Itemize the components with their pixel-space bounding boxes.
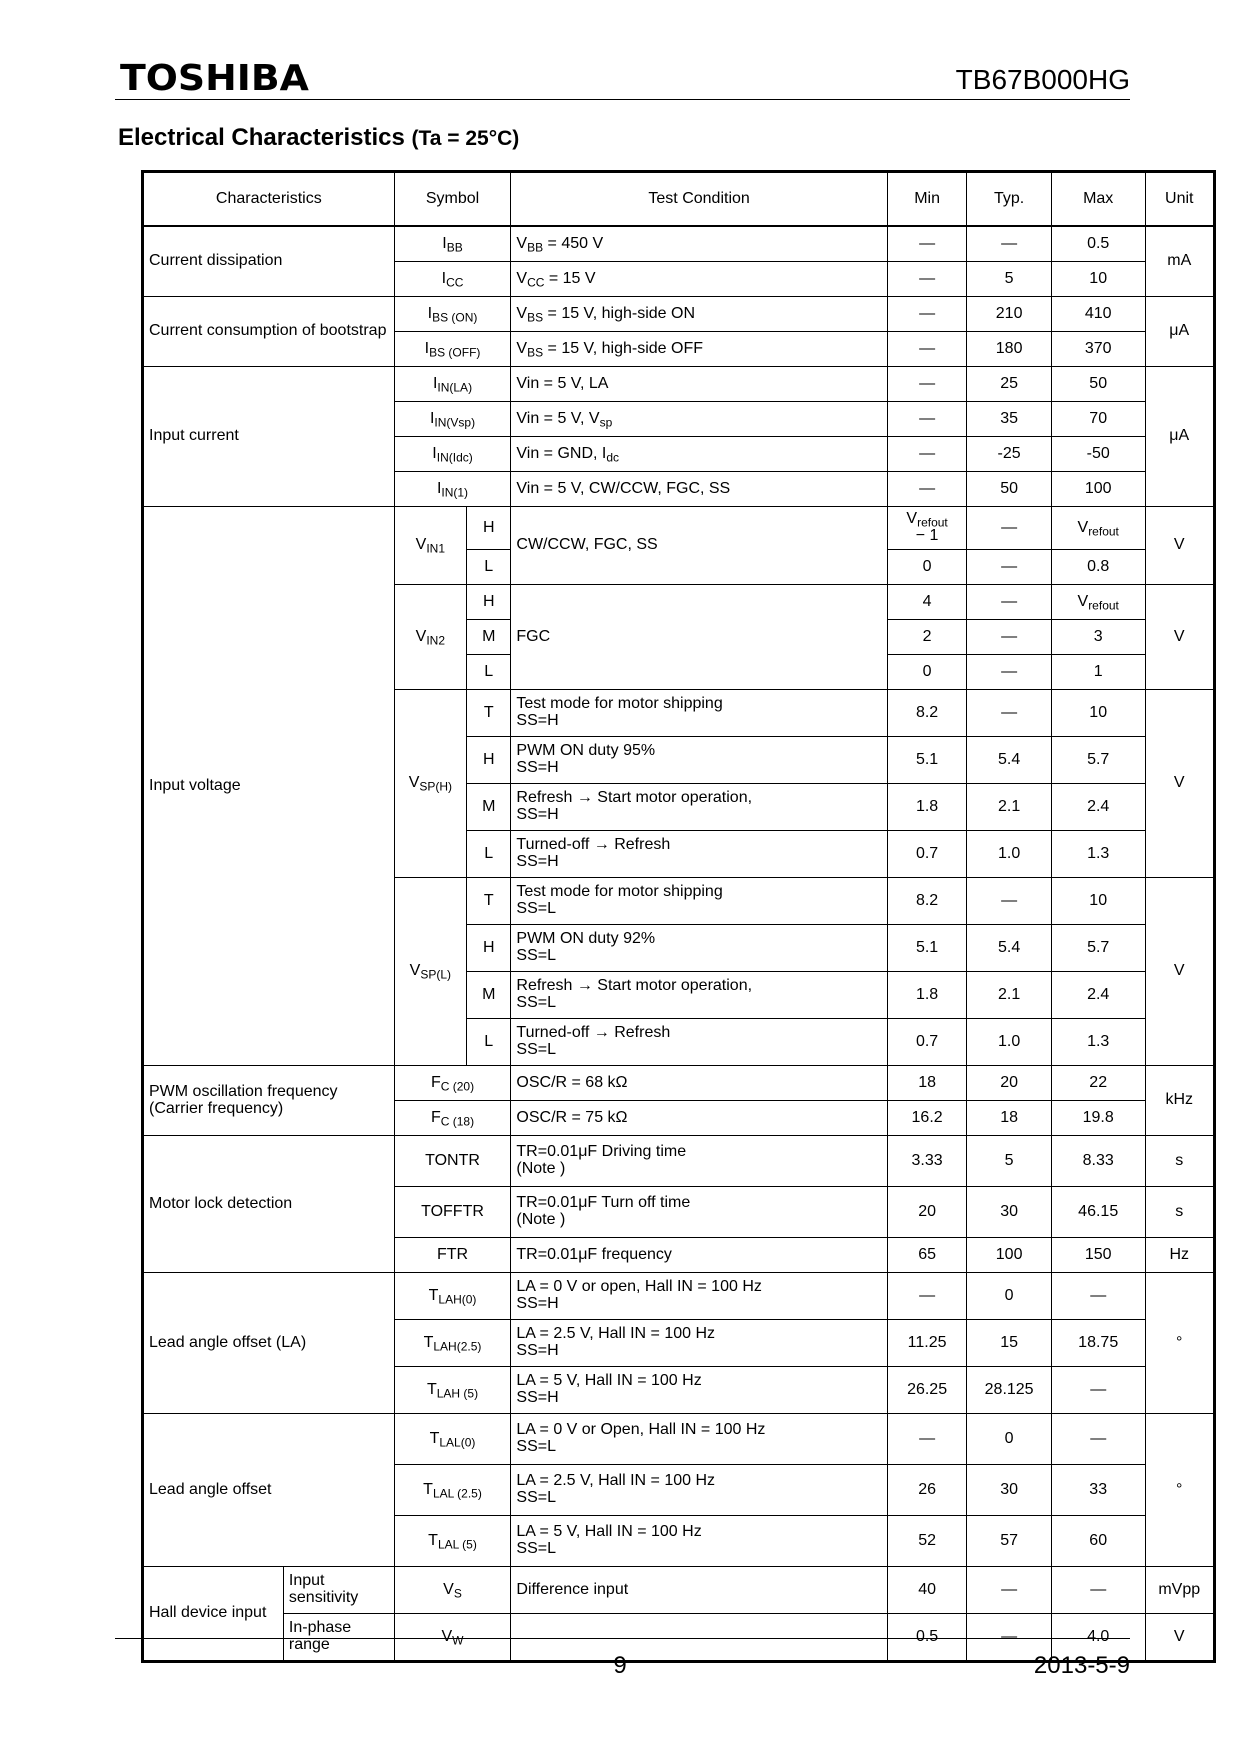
- footer-rule: [115, 1638, 1130, 1639]
- unit: V: [1145, 1614, 1215, 1662]
- header-unit: Unit: [1145, 172, 1215, 227]
- typ-value: 30: [967, 1187, 1052, 1238]
- typ-value: 5.4: [967, 737, 1052, 784]
- typ-value: 2.1: [967, 972, 1052, 1019]
- unit: μA: [1145, 367, 1215, 507]
- unit: °: [1145, 1414, 1215, 1567]
- level: T: [467, 878, 511, 925]
- characteristic-name: Lead angle offset (LA): [143, 1273, 395, 1414]
- typ-value: —: [967, 690, 1052, 737]
- max-value: 410: [1051, 297, 1145, 332]
- section-condition: (Ta = 25°C): [411, 127, 520, 150]
- max-value: 19.8: [1051, 1101, 1145, 1136]
- max-value: 5.7: [1051, 925, 1145, 972]
- symbol: TONTR: [394, 1136, 511, 1187]
- typ-value: —: [967, 655, 1052, 690]
- test-condition: TR=0.01μF Turn off time (Note ): [511, 1187, 887, 1238]
- typ-value: 0: [967, 1414, 1052, 1465]
- level: H: [467, 737, 511, 784]
- symbol: $T_{LAL(0)}$: [394, 1414, 511, 1465]
- typ-value: 180: [967, 332, 1052, 367]
- header-symbol: Symbol: [394, 172, 511, 227]
- test-condition: LA = 0 V or Open, Hall IN = 100 Hz SS=L: [511, 1414, 887, 1465]
- min-value: 5.1: [887, 737, 967, 784]
- max-value: 8.33: [1051, 1136, 1145, 1187]
- max-value: 1: [1051, 655, 1145, 690]
- level: L: [467, 550, 511, 585]
- max-value: 10: [1051, 262, 1145, 297]
- unit: Hz: [1145, 1238, 1215, 1273]
- symbol: TOFFTR: [394, 1187, 511, 1238]
- characteristic-name: Motor lock detection: [143, 1136, 395, 1273]
- typ-value: 100: [967, 1238, 1052, 1273]
- typ-value: —: [967, 550, 1052, 585]
- symbol: $T_{LAH (5)}$: [394, 1367, 511, 1414]
- max-value: 370: [1051, 332, 1145, 367]
- page-number: 9: [613, 1652, 627, 1679]
- level: H: [467, 507, 511, 550]
- test-condition: PWM ON duty 92% SS=L: [511, 925, 887, 972]
- table-row: [143, 1136, 1215, 1187]
- table-row: [143, 507, 1215, 550]
- min-value: —: [887, 402, 967, 437]
- max-value: 150: [1051, 1238, 1145, 1273]
- max-value: 70: [1051, 402, 1145, 437]
- unit: kHz: [1145, 1066, 1215, 1136]
- typ-value: 0: [967, 1273, 1052, 1320]
- unit: V: [1145, 507, 1215, 585]
- typ-value: 18: [967, 1101, 1052, 1136]
- test-condition: Test mode for motor shipping SS=H: [511, 690, 887, 737]
- characteristic-name: Input current: [143, 367, 395, 507]
- symbol: $T_{LAH(2.5)}$: [394, 1320, 511, 1367]
- symbol: $T_{LAL (2.5)}$: [394, 1465, 511, 1516]
- min-value: 18: [887, 1066, 967, 1101]
- min-value: 65: [887, 1238, 967, 1273]
- electrical-characteristics-table: [141, 170, 1216, 1663]
- min-value: 16.2: [887, 1101, 967, 1136]
- symbol: $I_{IN(1)}$: [394, 472, 511, 507]
- table-row: [143, 367, 1215, 402]
- symbol: $I_{IN(LA)}$: [394, 367, 511, 402]
- test-condition: LA = 5 V, Hall IN = 100 Hz SS=L: [511, 1516, 887, 1567]
- parameter-name: Input sensitivity: [283, 1567, 394, 1614]
- test-condition: LA = 0 V or open, Hall IN = 100 Hz SS=H: [511, 1273, 887, 1320]
- max-value: 0.8: [1051, 550, 1145, 585]
- characteristic-name: Input voltage: [143, 507, 395, 1066]
- test-condition: LA = 2.5 V, Hall IN = 100 Hz SS=L: [511, 1465, 887, 1516]
- test-condition: Vin = 5 V, $V_{sp}$: [511, 402, 887, 437]
- min-value: 40: [887, 1567, 967, 1614]
- min-value: 52: [887, 1516, 967, 1567]
- header-characteristics: Characteristics: [143, 172, 395, 227]
- min-value: 0: [887, 550, 967, 585]
- unit: μA: [1145, 297, 1215, 367]
- max-value: 1.3: [1051, 831, 1145, 878]
- characteristic-name: Hall device input: [143, 1567, 284, 1662]
- symbol: $I_{BB}$: [394, 226, 511, 262]
- typ-value: -25: [967, 437, 1052, 472]
- symbol: $I_{BS (OFF)}$: [394, 332, 511, 367]
- header-test-condition: Test Condition: [511, 172, 887, 227]
- max-value: 100: [1051, 472, 1145, 507]
- min-value: 20: [887, 1187, 967, 1238]
- max-value: 50: [1051, 367, 1145, 402]
- unit: s: [1145, 1187, 1215, 1238]
- typ-value: —: [967, 878, 1052, 925]
- min-value: 4: [887, 585, 967, 620]
- max-value: 3: [1051, 620, 1145, 655]
- symbol: $I_{IN(Idc)}$: [394, 437, 511, 472]
- test-condition: $V_{CC} = 15$ V: [511, 262, 887, 297]
- level: M: [467, 620, 511, 655]
- characteristic-name: PWM oscillation frequency (Carrier frequency): [143, 1066, 395, 1136]
- min-value: 0.5: [887, 1614, 967, 1662]
- characteristic-name: Current consumption of bootstrap: [143, 297, 395, 367]
- test-condition: OSC/R = 75 kΩ: [511, 1101, 887, 1136]
- typ-value: 2.1: [967, 784, 1052, 831]
- test-condition: $V_{BS} = 15$ V, high-side ON: [511, 297, 887, 332]
- max-value: —: [1051, 1414, 1145, 1465]
- typ-value: —: [967, 585, 1052, 620]
- characteristic-name: Lead angle offset: [143, 1414, 395, 1567]
- test-condition: TR=0.01μF Driving time (Note ): [511, 1136, 887, 1187]
- symbol: $I_{CC}$: [394, 262, 511, 297]
- typ-value: 5.4: [967, 925, 1052, 972]
- test-condition: Vin = 5 V, CW/CCW, FGC, SS: [511, 472, 887, 507]
- header-min: Min: [887, 172, 967, 227]
- typ-value: —: [967, 1614, 1052, 1662]
- min-value: —: [887, 1414, 967, 1465]
- symbol: $I_{BS (ON)}$: [394, 297, 511, 332]
- table-header-row: [143, 172, 1215, 227]
- test-condition: Vin = GND, $I_{dc}$: [511, 437, 887, 472]
- max-value: —: [1051, 1567, 1145, 1614]
- toshiba-logo: TOSHIBA: [120, 58, 309, 99]
- footer-date: 2013-5-9: [1033, 1652, 1130, 1679]
- level: H: [467, 585, 511, 620]
- max-value: $V_{refout}$: [1051, 585, 1145, 620]
- min-value: —: [887, 297, 967, 332]
- typ-value: 1.0: [967, 1019, 1052, 1066]
- min-value: —: [887, 437, 967, 472]
- header-typ: Typ.: [967, 172, 1052, 227]
- level: M: [467, 784, 511, 831]
- typ-value: 35: [967, 402, 1052, 437]
- typ-value: 50: [967, 472, 1052, 507]
- symbol: $F_{C (18)}$: [394, 1101, 511, 1136]
- min-value: 1.8: [887, 972, 967, 1019]
- symbol: $V_{IN2}$: [394, 585, 466, 690]
- min-value: 0: [887, 655, 967, 690]
- min-value: 5.1: [887, 925, 967, 972]
- table-row: [143, 1567, 1215, 1614]
- min-value: 0.7: [887, 831, 967, 878]
- min-value: 8.2: [887, 878, 967, 925]
- min-value: 0.7: [887, 1019, 967, 1066]
- test-condition: Refresh → Start motor operation, SS=L: [511, 972, 887, 1019]
- min-value: —: [887, 262, 967, 297]
- typ-value: 5: [967, 262, 1052, 297]
- max-value: 18.75: [1051, 1320, 1145, 1367]
- symbol: $V_W$: [394, 1614, 511, 1662]
- typ-value: 1.0: [967, 831, 1052, 878]
- max-value: 5.7: [1051, 737, 1145, 784]
- max-value: $V_{refout}$: [1051, 507, 1145, 550]
- max-value: —: [1051, 1367, 1145, 1414]
- min-value: 3.33: [887, 1136, 967, 1187]
- test-condition: Test mode for motor shipping SS=L: [511, 878, 887, 925]
- min-value: 2: [887, 620, 967, 655]
- min-value: —: [887, 367, 967, 402]
- level: L: [467, 655, 511, 690]
- unit: V: [1145, 878, 1215, 1066]
- typ-value: —: [967, 226, 1052, 262]
- min-value: 8.2: [887, 690, 967, 737]
- min-value: —: [887, 1273, 967, 1320]
- table-row: [143, 1273, 1215, 1320]
- unit: mVpp: [1145, 1567, 1215, 1614]
- max-value: 46.15: [1051, 1187, 1145, 1238]
- test-condition: CW/CCW, FGC, SS: [511, 507, 887, 585]
- section-title: [118, 124, 519, 152]
- max-value: 33: [1051, 1465, 1145, 1516]
- max-value: 10: [1051, 690, 1145, 737]
- max-value: 60: [1051, 1516, 1145, 1567]
- typ-value: 28.125: [967, 1367, 1052, 1414]
- test-condition: Turned-off → Refresh SS=H: [511, 831, 887, 878]
- max-value: 22: [1051, 1066, 1145, 1101]
- symbol: FTR: [394, 1238, 511, 1273]
- level: H: [467, 925, 511, 972]
- max-value: 10: [1051, 878, 1145, 925]
- min-value: $V_{refout}$ − 1: [887, 507, 967, 550]
- level: M: [467, 972, 511, 1019]
- symbol: $T_{LAH(0)}$: [394, 1273, 511, 1320]
- typ-value: 20: [967, 1066, 1052, 1101]
- unit: V: [1145, 690, 1215, 878]
- min-value: 26: [887, 1465, 967, 1516]
- typ-value: 5: [967, 1136, 1052, 1187]
- level: T: [467, 690, 511, 737]
- symbol: $V_S$: [394, 1567, 511, 1614]
- section-title-text: Electrical Characteristics: [118, 124, 405, 151]
- max-value: 2.4: [1051, 784, 1145, 831]
- symbol: $T_{LAL (5)}$: [394, 1516, 511, 1567]
- table-row: [143, 1414, 1215, 1465]
- typ-value: 30: [967, 1465, 1052, 1516]
- max-value: 0.5: [1051, 226, 1145, 262]
- unit: °: [1145, 1273, 1215, 1414]
- typ-value: 210: [967, 297, 1052, 332]
- min-value: —: [887, 226, 967, 262]
- symbol: $V_{IN1}$: [394, 507, 466, 585]
- max-value: —: [1051, 1273, 1145, 1320]
- test-condition: $V_{BS} = 15$ V, high-side OFF: [511, 332, 887, 367]
- symbol: $I_{IN(Vsp)}$: [394, 402, 511, 437]
- min-value: —: [887, 332, 967, 367]
- parameter-name: In-phase range: [283, 1614, 394, 1662]
- unit: s: [1145, 1136, 1215, 1187]
- header-max: Max: [1051, 172, 1145, 227]
- header-rule: [115, 99, 1130, 100]
- max-value: 1.3: [1051, 1019, 1145, 1066]
- max-value: 2.4: [1051, 972, 1145, 1019]
- test-condition: Refresh → Start motor operation, SS=H: [511, 784, 887, 831]
- max-value: -50: [1051, 437, 1145, 472]
- level: L: [467, 831, 511, 878]
- unit: V: [1145, 585, 1215, 690]
- table-row: [143, 297, 1215, 332]
- characteristic-name: Current dissipation: [143, 226, 395, 297]
- test-condition: LA = 5 V, Hall IN = 100 Hz SS=H: [511, 1367, 887, 1414]
- min-value: 1.8: [887, 784, 967, 831]
- document-number: TB67B000HG: [955, 64, 1130, 95]
- test-condition: FGC: [511, 585, 887, 690]
- test-condition: $V_{BB} = 450$ V: [511, 226, 887, 262]
- table-row: [143, 226, 1215, 262]
- min-value: 11.25: [887, 1320, 967, 1367]
- test-condition: Turned-off → Refresh SS=L: [511, 1019, 887, 1066]
- test-condition: LA = 2.5 V, Hall IN = 100 Hz SS=H: [511, 1320, 887, 1367]
- test-condition: Vin = 5 V, LA: [511, 367, 887, 402]
- symbol: $V_{SP(H)}$: [394, 690, 466, 878]
- max-value: 4.0: [1051, 1614, 1145, 1662]
- typ-value: 57: [967, 1516, 1052, 1567]
- typ-value: —: [967, 507, 1052, 550]
- typ-value: —: [967, 1567, 1052, 1614]
- typ-value: 15: [967, 1320, 1052, 1367]
- typ-value: —: [967, 620, 1052, 655]
- symbol: $F_{C (20)}$: [394, 1066, 511, 1101]
- test-condition: PWM ON duty 95% SS=H: [511, 737, 887, 784]
- unit: mA: [1145, 226, 1215, 297]
- min-value: —: [887, 472, 967, 507]
- test-condition: OSC/R = 68 kΩ: [511, 1066, 887, 1101]
- test-condition: TR=0.01μF frequency: [511, 1238, 887, 1273]
- test-condition: Difference input: [511, 1567, 887, 1614]
- min-value: 26.25: [887, 1367, 967, 1414]
- level: L: [467, 1019, 511, 1066]
- table-row: [143, 1066, 1215, 1101]
- typ-value: 25: [967, 367, 1052, 402]
- symbol: $V_{SP(L)}$: [394, 878, 466, 1066]
